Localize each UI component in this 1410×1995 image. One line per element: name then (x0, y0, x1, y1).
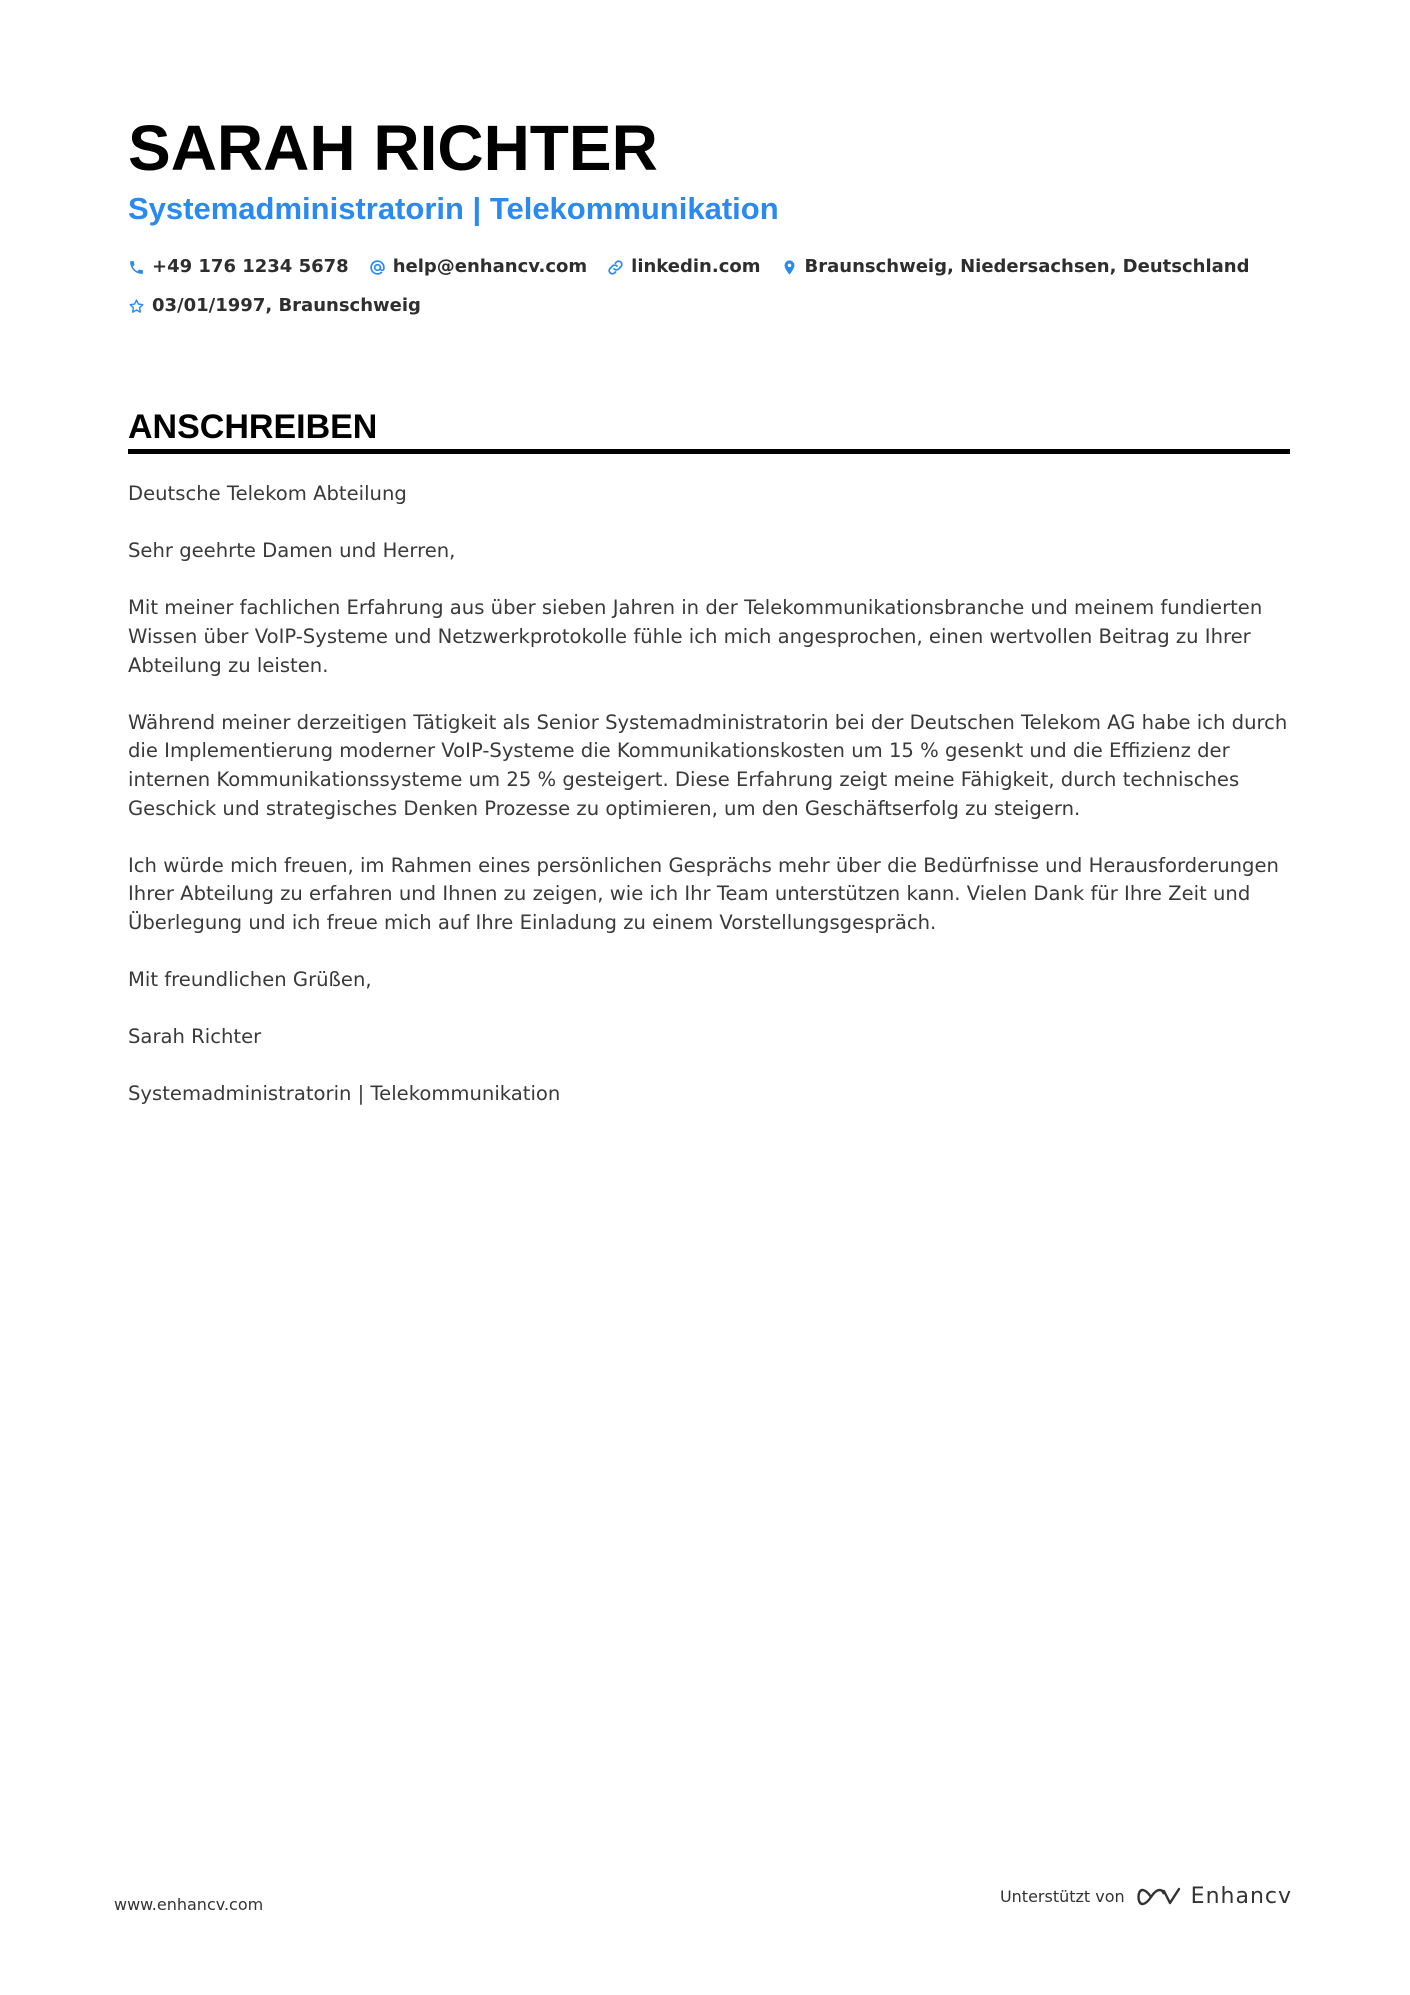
contact-linkedin-text: linkedin.com (631, 256, 761, 277)
letter-salutation: Sehr geehrte Damen und Herren, (128, 539, 456, 563)
applicant-headline: Systemadministratorin | Telekommunikation (128, 191, 779, 226)
letter-paragraph: Ich würde mich freuen, im Rahmen eines persönlichen Gesprächs mehr über die Bedürfnisse und Herausforderungen Ihrer Abteilung zu erfahren und Ihnen zu zeigen, wie ich Ihr Team unterstützen kann. Vielen Dank für Ihre Zeit und Überlegung und ich freue mich auf Ihre Einladung zu einem Vorstellungsgespräch. (128, 853, 1279, 934)
enhancv-logo[interactable] (1137, 1884, 1292, 1909)
contact-email[interactable] (369, 254, 587, 280)
letter-signature-name: Sarah Richter (128, 1025, 262, 1049)
contact-birth-text: 03/01/1997, Braunschweig (152, 295, 421, 316)
star-icon (128, 298, 145, 315)
letter-body (128, 480, 1290, 1138)
letter-closing: Mit freundlichen Grüßen, (128, 968, 372, 992)
letter-signature-title: Systemadministratorin | Telekommunikation (128, 1082, 561, 1106)
contact-birth (128, 293, 421, 319)
map-pin-icon (781, 259, 798, 276)
contact-linkedin[interactable] (607, 254, 760, 280)
letter-recipient: Deutsche Telekom Abteilung (128, 482, 407, 505)
contact-email-text: help@enhancv.com (392, 256, 588, 277)
contact-phone (128, 254, 349, 280)
contact-row-secondary (128, 293, 421, 319)
footer-website[interactable]: www.enhancv.com (114, 1895, 264, 1914)
contact-phone-text: +49 176 1234 5678 (152, 256, 349, 277)
at-icon (369, 259, 386, 276)
section-divider (128, 449, 1290, 454)
letter-paragraph: Während meiner derzeitigen Tätigkeit als Senior Systemadministratorin bei der Deutschen Telekom AG habe ich durch die Implementierung moderner VoIP-Systeme die Kommunikationskosten um 15 % gesenkt und die Effizienz der internen Kommunikationssysteme um 25 % gesteigert. Diese Erfahrung zeigt meine Fähigkeit, durch technisches Geschick und strategisches Denken Prozesse zu optimieren, um den Geschäftserfolg zu steigern. (128, 710, 1288, 820)
link-icon (607, 259, 624, 276)
applicant-name: SARAH RICHTER (128, 112, 658, 184)
section-title-cover-letter: ANSCHREIBEN (128, 408, 378, 446)
letter-paragraph: Mit meiner fachlichen Erfahrung aus über sieben Jahren in der Telekommunikationsbranche und meinem fundierten Wissen über VoIP-Systeme und Netzwerkprotokolle fühle ich mich angesprochen, einen wertvollen Beitrag zu Ihrer Abteilung zu leisten. (128, 596, 1263, 677)
phone-icon (128, 259, 145, 276)
footer-powered-by (1000, 1884, 1292, 1909)
contact-row-primary (128, 254, 1249, 280)
enhancv-logo-icon (1137, 1885, 1183, 1909)
contact-location-text: Braunschweig, Niedersachsen, Deutschland (804, 256, 1250, 277)
powered-by-label: Unterstützt von (999, 1887, 1125, 1906)
enhancv-wordmark: Enhancv (1190, 1884, 1292, 1909)
contact-location (781, 254, 1250, 280)
